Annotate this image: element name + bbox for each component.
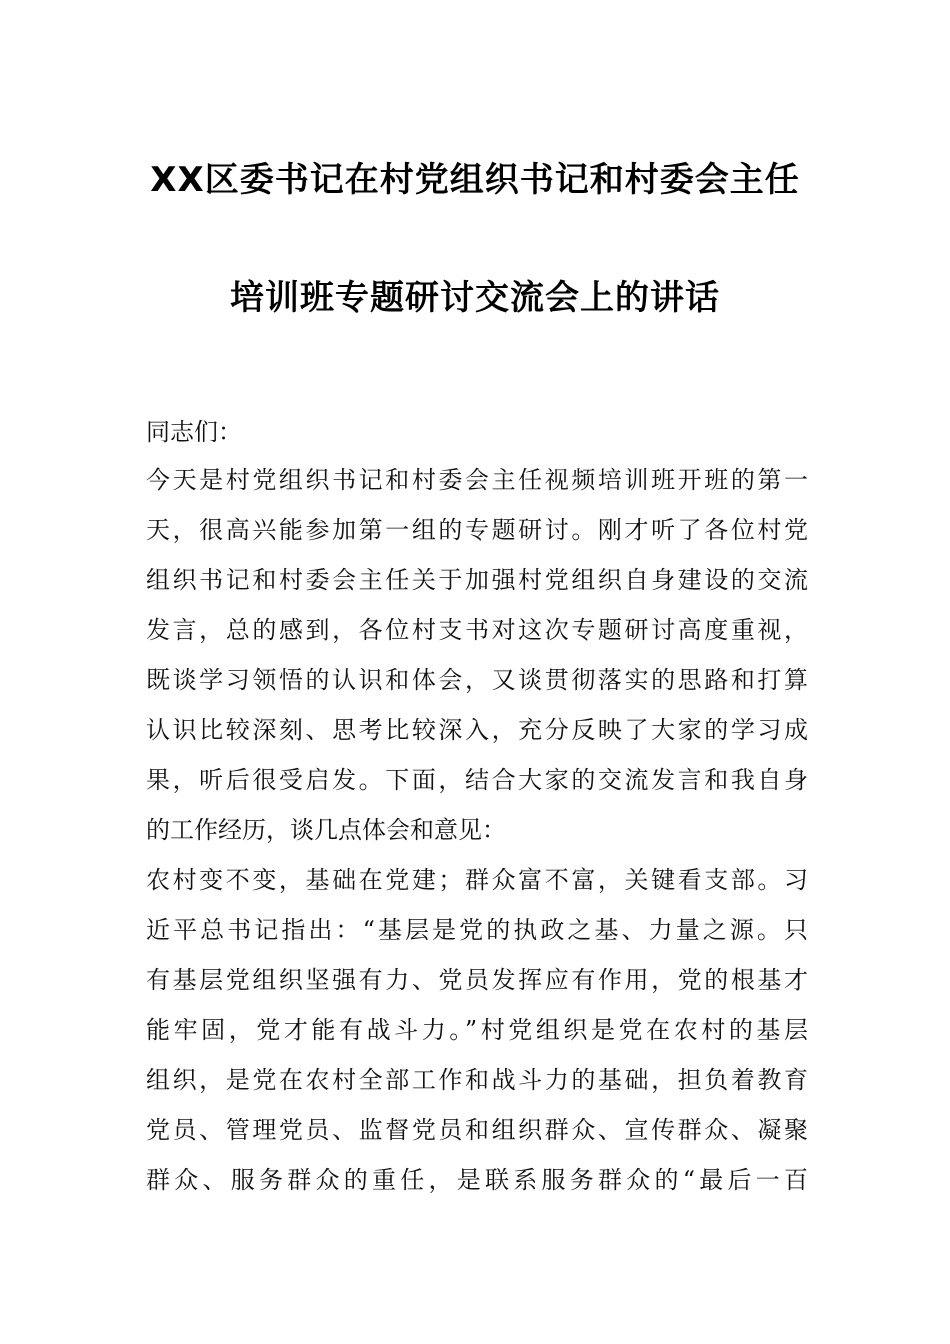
paragraph-1-line: 天，很高兴能参加第一组的专题研讨。刚才听了各位村党 xyxy=(146,516,808,544)
paragraph-2-line: 党员、管理党员、监督党员和组织群众、宣传群众、凝聚 xyxy=(146,1116,808,1144)
paragraph-1-line: 果，听后很受启发。下面，结合大家的交流发言和我自身 xyxy=(146,766,808,794)
paragraph-2-line: 近平总书记指出：“基层是党的执政之基、力量之源。只 xyxy=(146,916,808,944)
paragraph-2-line: 组织，是党在农村全部工作和战斗力的基础，担负着教育 xyxy=(146,1066,808,1094)
paragraph-2-line: 农村变不变，基础在党建；群众富不富，关键看支部。习 xyxy=(146,866,808,894)
paragraph-1-line: 组织书记和村委会主任关于加强村党组织自身建设的交流 xyxy=(146,566,808,594)
paragraph-2-line: 能牢固，党才能有战斗力。”村党组织是党在农村的基层 xyxy=(146,1016,808,1044)
document-title-line-1: XX区委书记在村党组织书记和村委会主任 xyxy=(150,160,800,200)
paragraph-1-line: 认识比较深刻、思考比较深入，充分反映了大家的学习成 xyxy=(146,716,808,744)
salutation: 同志们： xyxy=(146,418,242,446)
paragraph-1-line: 既谈学习领悟的认识和体会，又谈贯彻落实的思路和打算 xyxy=(146,666,808,694)
paragraph-1-line: 今天是村党组织书记和村委会主任视频培训班开班的第一 xyxy=(146,466,808,494)
paragraph-2-line: 有基层党组织坚强有力、党员发挥应有作用，党的根基才 xyxy=(146,966,808,994)
paragraph-1-line: 的工作经历，谈几点体会和意见： xyxy=(146,816,506,844)
document-title-line-2: 培训班专题研讨交流会上的讲话 xyxy=(230,278,720,318)
paragraph-1-line: 发言，总的感到，各位村支书对这次专题研讨高度重视， xyxy=(146,616,808,644)
paragraph-2-line: 群众、服务群众的重任，是联系服务群众的“最后一百 xyxy=(146,1166,808,1194)
speech-body xyxy=(146,462,808,1212)
